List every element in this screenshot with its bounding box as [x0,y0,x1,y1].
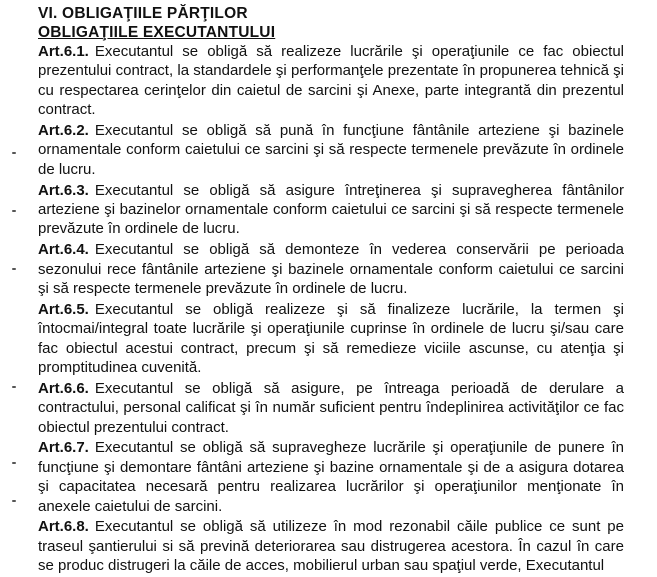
article-6-1 [38,42,624,120]
article-text: Executantul se obligă realizeze şi să finalizeze lucrările, la termen şi întocmai/integral toate lucrările şi operaţiunile cuprinse în ordinele de lucru şi/sau care fac obiectul acestui contract, precum şi să remedieze viciile ascunse, cu atenţia şi promptitudinea cuvenită. [38,300,624,377]
article-label: Art.6.6. [38,379,89,397]
article-6-8 [38,517,624,575]
article-label: Art.6.1. [38,43,89,60]
article-label: Art.6.5. [38,300,89,318]
article-label: Art.6.7. [38,439,89,457]
subsection-title: OBLIGAŢIILE EXECUTANTULUI [38,24,276,41]
scan-mark [12,210,16,212]
article-6-7 [38,438,624,516]
article-text: Executantul se obligă să pună în funcţiune fântânile arteziene şi bazinele ornamentale conform caietului ce sarcini şi să respecte termenele prevăzute în ordinele de lucru. [38,122,624,178]
article-text: Executantul se obligă să realizeze lucrările şi operaţiunile ce fac obiectul prezentului contract, la standardele şi performanţele prezentate în propunerea tehnică şi cu respectarea cerinţelor din caietul de sarcini şi Anexe, parte integrantă din prezentul contract. [38,43,624,119]
section-title: VI. OBLIGAŢIILE PĂRŢILOR [38,5,248,22]
scan-mark [12,386,16,388]
scan-mark [12,462,16,464]
article-text: Executantul se obligă să asigure întreţinerea şi supravegherea fântânilor arteziene şi bazinelor ornamentale conform caietului ce sarcini şi să respecte termenele prevăzute în ordinele de lucru. [38,181,624,238]
article-label: Art.6.4. [38,241,89,259]
article-text: Executantul se obligă să asigure, pe întreaga perioadă de derulare a contractului, personal calificat şi în număr suficient pentru îndeplinirea activităţilor ce fac obiectul prezentului contract. [38,379,624,436]
article-6-6 [38,379,624,437]
articles-list [38,42,624,577]
article-label: Art.6.2. [38,122,89,140]
scan-mark [12,152,16,154]
article-label: Art.6.8. [38,518,89,536]
article-label: Art.6.3. [38,181,89,199]
scan-mark [12,268,16,270]
scan-mark [12,500,16,502]
article-6-5 [38,300,624,378]
article-text: Executantul se obligă să utilizeze în mod rezonabil căile publice ce sunt pe traseul şantierului si să prevină deteriorarea sau distrugerea acestora. În cazul în care se produc distrugeri la căile de acces, mobilierul urban sau spaţiul verde, Executantul [38,518,624,575]
article-6-3 [38,181,624,239]
article-6-4 [38,240,624,298]
article-text: Executantul se obligă să demonteze în vederea conservării pe perioada sezonului rece fântânile arteziene şi bazinele ornamentale conform caietului ce sarcini şi să respecte termenele prevăzute în ordinele de lucru. [38,241,624,298]
article-6-2 [38,121,624,179]
article-text: Executantul se obligă să supravegheze lucrările şi operaţiunile de punere în funcţiune şi demontare fântâni arteziene şi bazine ornamentale şi de a asigura dotarea şi capacitatea necesară pentru realizarea lucrărilor şi operaţiunilor menţionate în anexele caietului de sarcini. [38,439,624,515]
